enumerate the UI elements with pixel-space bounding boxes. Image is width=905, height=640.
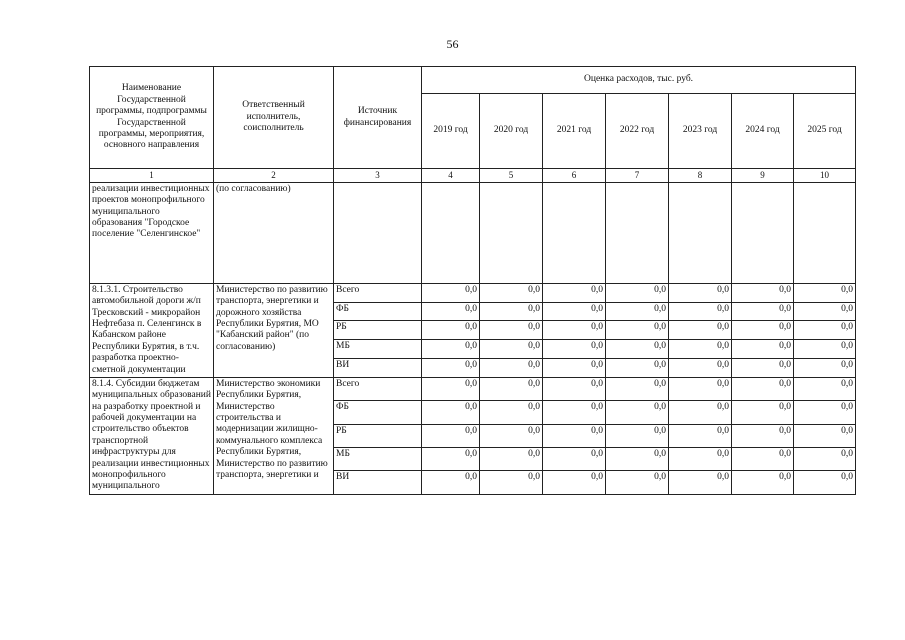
expense-value: 0,0 [543, 302, 606, 321]
responsible-executor: Министерство по развитию транспорта, энергетики и дорожного хозяйства Республики Бурятия, МО "Кабанский район" (по согласованию) [214, 283, 334, 377]
column-index: 7 [606, 169, 669, 183]
responsible-executor: Министерство экономики Республики Бурятия, Министерство строительства и модернизации жилищно-коммунального комплекса Республики Бурятия, Министерство по развитию транспорта, энергетики и [214, 377, 334, 494]
header-executor-column: Ответственный исполнитель, соисполнитель [214, 67, 334, 169]
expense-value: 0,0 [480, 448, 543, 471]
expense-value: 0,0 [794, 448, 856, 471]
empty-cell [606, 182, 669, 283]
empty-cell [480, 182, 543, 283]
expense-value: 0,0 [606, 302, 669, 321]
expense-value: 0,0 [422, 340, 480, 359]
funding-source: Всего [334, 377, 422, 400]
expense-value: 0,0 [794, 401, 856, 424]
column-index: 1 [90, 169, 214, 183]
table-header [90, 67, 856, 183]
expense-value: 0,0 [606, 321, 669, 340]
funding-source: Всего [334, 283, 422, 302]
expense-value: 0,0 [669, 340, 732, 359]
funding-source: ВИ [334, 471, 422, 494]
table-body [90, 182, 856, 494]
expense-value: 0,0 [732, 283, 794, 302]
expense-value: 0,0 [543, 448, 606, 471]
expense-value: 0,0 [480, 471, 543, 494]
column-index: 6 [543, 169, 606, 183]
expense-value: 0,0 [543, 471, 606, 494]
expense-value: 0,0 [543, 321, 606, 340]
expense-value: 0,0 [422, 448, 480, 471]
header-year: 2021 год [543, 94, 606, 169]
expense-value: 0,0 [543, 283, 606, 302]
expense-value: 0,0 [543, 340, 606, 359]
expense-value: 0,0 [543, 401, 606, 424]
expense-value: 0,0 [606, 424, 669, 447]
funding-source: РБ [334, 321, 422, 340]
empty-cell [334, 182, 422, 283]
measure-name: 8.1.3.1. Строительство автомобильной дороги ж/п Тресковский - микрорайон Нефтебаза п. Селенгинск в Кабанском районе Республики Бурятия, в т.ч. разработка проектно-сметной документации [90, 283, 214, 377]
header-year: 2020 год [480, 94, 543, 169]
expense-value: 0,0 [422, 471, 480, 494]
expense-value: 0,0 [543, 424, 606, 447]
expense-value: 0,0 [732, 377, 794, 400]
continuation-name: реализации инвестиционных проектов монопрофильного муниципального образования "Городское поселение "Селенгинское" [90, 182, 214, 283]
expense-value: 0,0 [543, 359, 606, 378]
expense-value: 0,0 [732, 302, 794, 321]
expense-value: 0,0 [422, 377, 480, 400]
expense-value: 0,0 [669, 302, 732, 321]
expense-value: 0,0 [480, 283, 543, 302]
funding-source: РБ [334, 424, 422, 447]
continuation-executor: (по согласованию) [214, 182, 334, 283]
measure-name: 8.1.4. Субсидии бюджетам муниципальных образований на разработку проектной и рабочей документации на строительство объектов транспортной инфраструктуры для реализации инвестиционных монопрофильного муниципального [90, 377, 214, 494]
header-year: 2024 год [732, 94, 794, 169]
table-row [90, 377, 856, 400]
funding-source: ВИ [334, 359, 422, 378]
column-index: 4 [422, 169, 480, 183]
expense-value: 0,0 [669, 321, 732, 340]
empty-cell [422, 182, 480, 283]
header-source-column: Источник финансирования [334, 67, 422, 169]
expense-value: 0,0 [732, 340, 794, 359]
expense-value: 0,0 [543, 377, 606, 400]
expense-value: 0,0 [794, 321, 856, 340]
expense-value: 0,0 [480, 321, 543, 340]
expense-value: 0,0 [480, 359, 543, 378]
column-index: 2 [214, 169, 334, 183]
expense-value: 0,0 [669, 448, 732, 471]
expense-value: 0,0 [669, 424, 732, 447]
expense-value: 0,0 [422, 302, 480, 321]
expense-value: 0,0 [732, 424, 794, 447]
expense-value: 0,0 [669, 283, 732, 302]
funding-source: МБ [334, 448, 422, 471]
header-name-column: Наименование Государственной программы, подпрограммы Государственной программы, мероприятия, основного направления [90, 67, 214, 169]
empty-cell [543, 182, 606, 283]
header-year: 2019 год [422, 94, 480, 169]
expense-value: 0,0 [480, 377, 543, 400]
expense-value: 0,0 [606, 283, 669, 302]
expense-value: 0,0 [422, 321, 480, 340]
expense-value: 0,0 [422, 401, 480, 424]
expense-value: 0,0 [669, 471, 732, 494]
column-index: 5 [480, 169, 543, 183]
empty-cell [669, 182, 732, 283]
expense-value: 0,0 [606, 471, 669, 494]
column-index: 8 [669, 169, 732, 183]
column-index: 3 [334, 169, 422, 183]
funding-source: МБ [334, 340, 422, 359]
expense-value: 0,0 [669, 401, 732, 424]
expense-value: 0,0 [606, 359, 669, 378]
expense-value: 0,0 [794, 302, 856, 321]
funding-source: ФБ [334, 302, 422, 321]
expense-value: 0,0 [794, 283, 856, 302]
expense-value: 0,0 [794, 359, 856, 378]
column-index: 10 [794, 169, 856, 183]
expense-value: 0,0 [480, 340, 543, 359]
header-year: 2025 год [794, 94, 856, 169]
expense-value: 0,0 [732, 401, 794, 424]
page-number: 56 [446, 37, 459, 51]
expense-value: 0,0 [794, 377, 856, 400]
empty-cell [794, 182, 856, 283]
expense-value: 0,0 [422, 424, 480, 447]
expense-value: 0,0 [732, 471, 794, 494]
expense-value: 0,0 [732, 448, 794, 471]
header-expense-group: Оценка расходов, тыс. руб. [422, 67, 856, 94]
expense-value: 0,0 [480, 401, 543, 424]
header-year: 2022 год [606, 94, 669, 169]
column-index: 9 [732, 169, 794, 183]
funding-source: ФБ [334, 401, 422, 424]
expense-value: 0,0 [480, 302, 543, 321]
expense-value: 0,0 [794, 340, 856, 359]
expense-value: 0,0 [606, 340, 669, 359]
budget-table [89, 66, 856, 495]
expense-value: 0,0 [794, 424, 856, 447]
expense-value: 0,0 [606, 448, 669, 471]
table-row [90, 283, 856, 302]
expense-value: 0,0 [606, 401, 669, 424]
expense-value: 0,0 [480, 424, 543, 447]
expense-value: 0,0 [606, 377, 669, 400]
expense-value: 0,0 [794, 471, 856, 494]
expense-value: 0,0 [669, 377, 732, 400]
expense-value: 0,0 [422, 283, 480, 302]
header-year: 2023 год [669, 94, 732, 169]
empty-cell [732, 182, 794, 283]
expense-value: 0,0 [732, 321, 794, 340]
expense-value: 0,0 [732, 359, 794, 378]
continuation-row [90, 182, 856, 283]
expense-value: 0,0 [669, 359, 732, 378]
expense-value: 0,0 [422, 359, 480, 378]
